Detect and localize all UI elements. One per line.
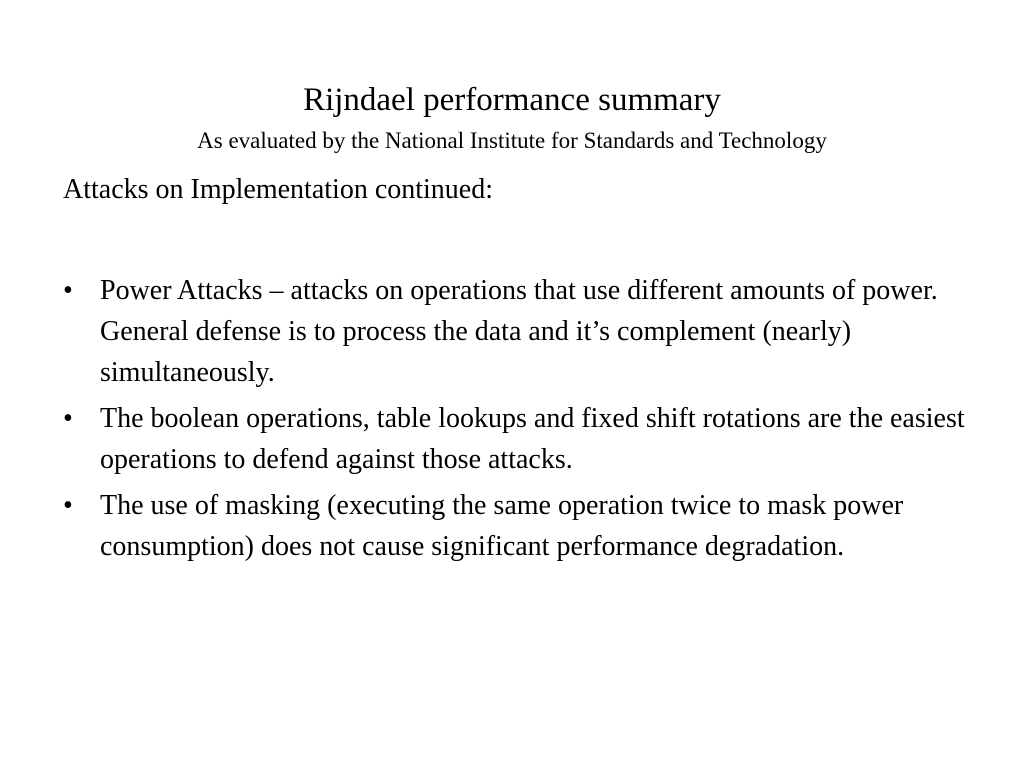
bullet-text: The boolean operations, table lookups and fixed shift rotations are the easiest operations to defend against those attacks. [100, 403, 965, 475]
bullet-icon: • [63, 490, 73, 521]
bullet-item [63, 270, 968, 393]
bullet-icon: • [63, 403, 73, 434]
bullet-text: The use of masking (executing the same operation twice to mask power consumption) does not cause significant performance degradation. [100, 490, 904, 562]
slide-subtitle: As evaluated by the National Institute for Standards and Technology [197, 128, 827, 153]
bullet-item [63, 485, 968, 567]
bullet-item [63, 398, 968, 480]
intro-text: Attacks on Implementation continued: [63, 174, 494, 205]
bullet-list [63, 270, 968, 572]
bullet-text: Power Attacks – attacks on operations that use different amounts of power. General defense is to process the data and it’s complement (nearly) simultaneously. [100, 275, 938, 388]
bullet-icon: • [63, 275, 73, 306]
slide-title: Rijndael performance summary [303, 82, 721, 118]
